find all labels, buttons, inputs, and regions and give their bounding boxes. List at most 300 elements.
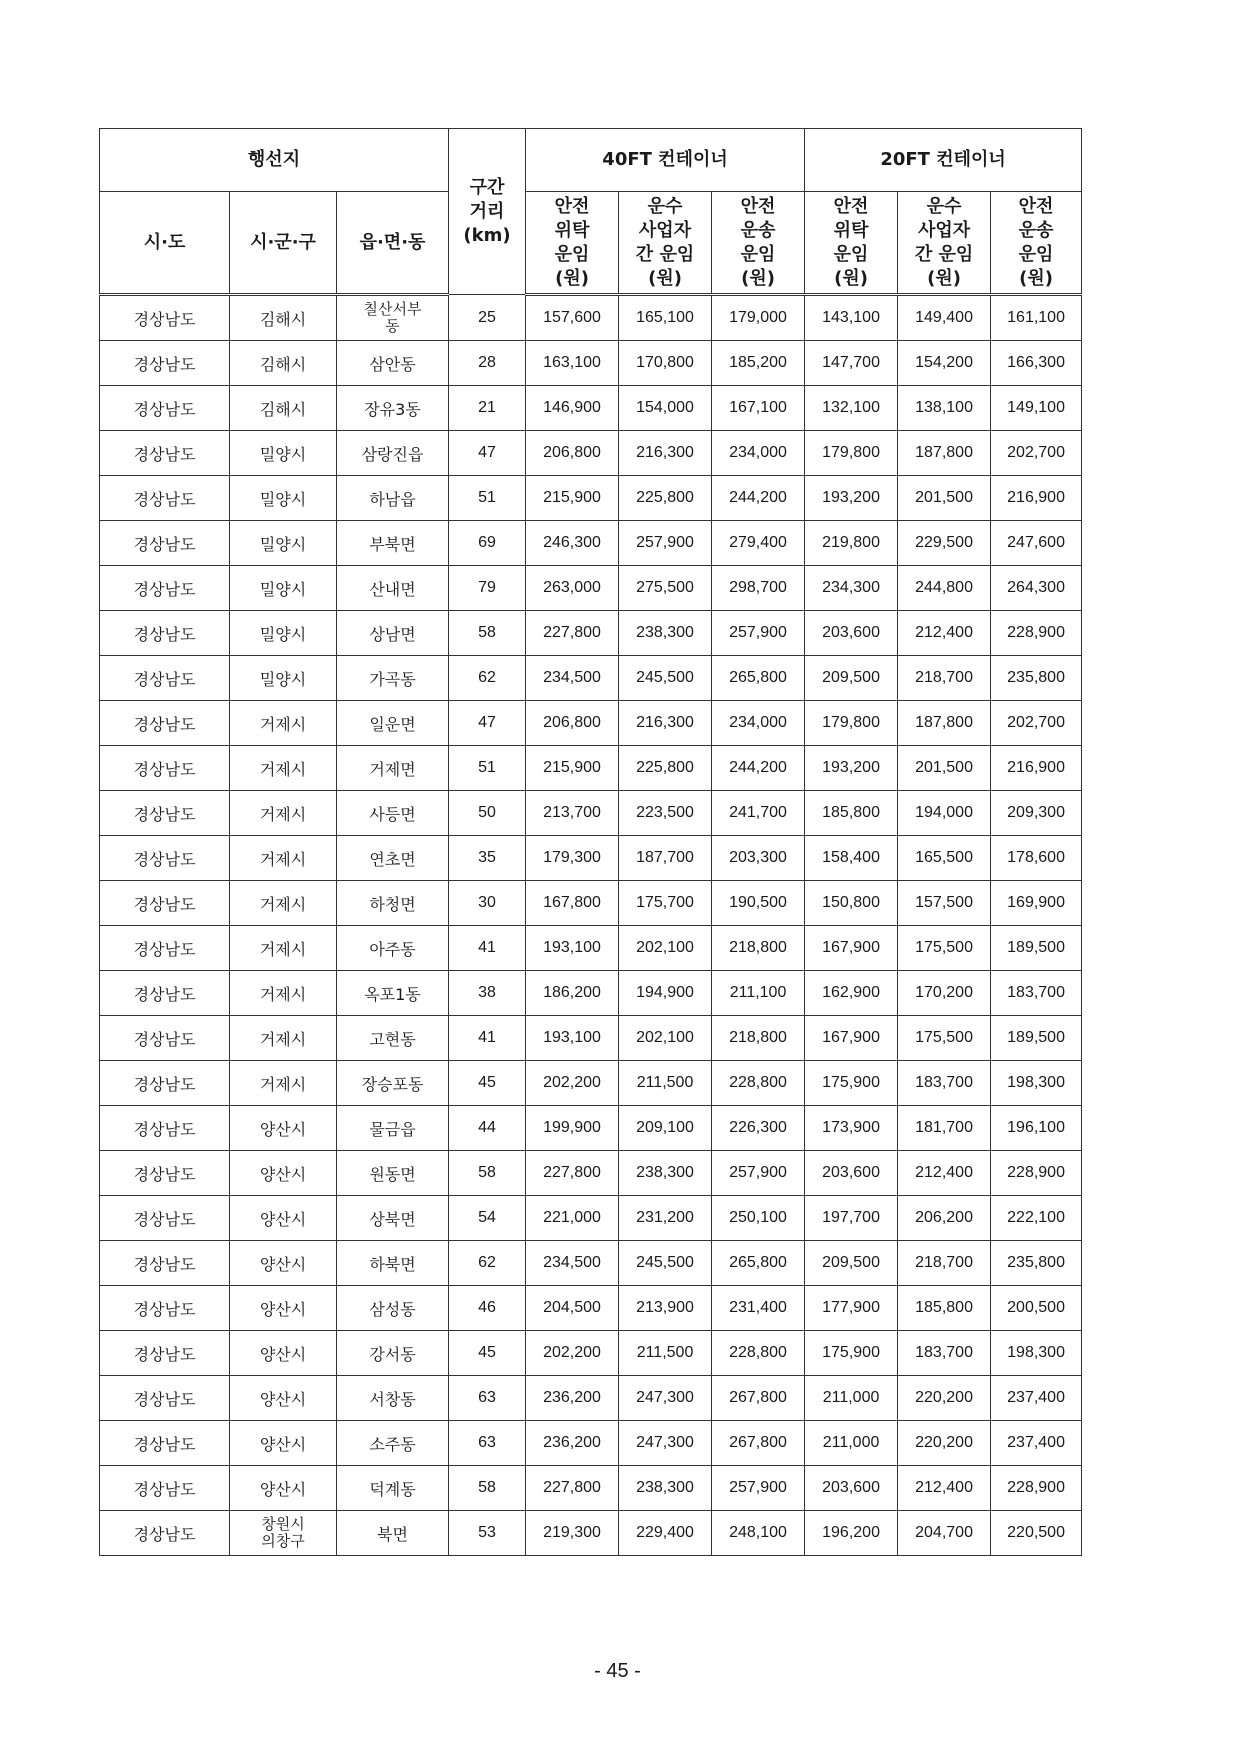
province-cell: 경상남도 <box>100 1286 230 1331</box>
city-cell: 거제시 <box>230 1061 337 1106</box>
province-cell: 경상남도 <box>100 521 230 566</box>
table-row <box>100 656 1082 701</box>
c20-safe-consign-cell: 209,500 <box>805 1241 898 1286</box>
distance-cell: 63 <box>449 1376 526 1421</box>
table-row <box>100 1151 1082 1196</box>
c20-safe-consign-cell: 197,700 <box>805 1196 898 1241</box>
c20-safe-consign-cell: 179,800 <box>805 701 898 746</box>
city-header: 시·군·구 <box>230 192 337 295</box>
c40-safe-consign-cell: 234,500 <box>526 1241 619 1286</box>
c20-safe-transport-cell: 228,900 <box>991 611 1082 656</box>
city-cell: 거제시 <box>230 1016 337 1061</box>
c20-safe-transport-cell: 228,900 <box>991 1151 1082 1196</box>
c20-safe-transport-cell: 202,700 <box>991 701 1082 746</box>
table-row <box>100 836 1082 881</box>
table-row <box>100 521 1082 566</box>
city-cell: 거제시 <box>230 701 337 746</box>
c20-safe-transport-cell: 235,800 <box>991 656 1082 701</box>
table-row <box>100 1061 1082 1106</box>
table-row <box>100 746 1082 791</box>
distance-cell: 30 <box>449 881 526 926</box>
table-row <box>100 431 1082 476</box>
c20-inter-business-cell: 220,200 <box>898 1376 991 1421</box>
c20-safe-transport-cell: 166,300 <box>991 341 1082 386</box>
c40-safe-consign-cell: 206,800 <box>526 701 619 746</box>
table-row <box>100 1466 1082 1511</box>
city-cell: 거제시 <box>230 746 337 791</box>
c20-safe-consign-cell: 147,700 <box>805 341 898 386</box>
c20-inter-business-cell: 165,500 <box>898 836 991 881</box>
province-cell: 경상남도 <box>100 1061 230 1106</box>
c20-safe-transport-cell: 228,900 <box>991 1466 1082 1511</box>
city-cell: 거제시 <box>230 836 337 881</box>
c20-safe-consign-cell: 167,900 <box>805 1016 898 1061</box>
table-row <box>100 566 1082 611</box>
c20-safe-consign-cell: 203,600 <box>805 611 898 656</box>
province-cell: 경상남도 <box>100 971 230 1016</box>
distance-cell: 58 <box>449 611 526 656</box>
province-cell: 경상남도 <box>100 926 230 971</box>
province-cell: 경상남도 <box>100 1376 230 1421</box>
province-cell: 경상남도 <box>100 1106 230 1151</box>
c40-safe-transport-cell: 279,400 <box>712 521 805 566</box>
c40-safe-consign-cell: 163,100 <box>526 341 619 386</box>
province-cell: 경상남도 <box>100 386 230 431</box>
c20-safe-consign-cell: 143,100 <box>805 295 898 341</box>
town-header: 읍·면·동 <box>337 192 449 295</box>
c20-inter-business-cell: 212,400 <box>898 1466 991 1511</box>
city-cell: 거제시 <box>230 791 337 836</box>
province-cell: 경상남도 <box>100 1196 230 1241</box>
c20-inter-business-cell: 175,500 <box>898 926 991 971</box>
province-cell: 경상남도 <box>100 656 230 701</box>
distance-cell: 41 <box>449 1016 526 1061</box>
table-row <box>100 1241 1082 1286</box>
province-cell: 경상남도 <box>100 1511 230 1556</box>
town-cell: 서창동 <box>337 1376 449 1421</box>
c40-safe-transport-cell: 231,400 <box>712 1286 805 1331</box>
city-cell: 거제시 <box>230 926 337 971</box>
town-cell: 삼성동 <box>337 1286 449 1331</box>
c40-inter-business-cell: 216,300 <box>619 431 712 476</box>
c40-safe-consign-cell: 193,100 <box>526 926 619 971</box>
c20-safe-consign-cell: 185,800 <box>805 791 898 836</box>
distance-cell: 58 <box>449 1466 526 1511</box>
province-cell: 경상남도 <box>100 476 230 521</box>
c40-safe-consign-cell: 219,300 <box>526 1511 619 1556</box>
c40-inter-business-cell: 247,300 <box>619 1421 712 1466</box>
table-row <box>100 1286 1082 1331</box>
province-cell: 경상남도 <box>100 1421 230 1466</box>
c40-safe-transport-cell: 228,800 <box>712 1061 805 1106</box>
c40-inter-business-cell: 154,000 <box>619 386 712 431</box>
c40-safe-transport-cell: 298,700 <box>712 566 805 611</box>
c40-inter-business-cell: 194,900 <box>619 971 712 1016</box>
c20-safe-transport-cell: 183,700 <box>991 971 1082 1016</box>
c20-safe-transport-cell: 169,900 <box>991 881 1082 926</box>
c20-safe-transport-cell: 196,100 <box>991 1106 1082 1151</box>
table-body <box>100 295 1082 1556</box>
c20-safe-consign-cell: 193,200 <box>805 476 898 521</box>
c40-safe-consign-cell: 186,200 <box>526 971 619 1016</box>
distance-cell: 45 <box>449 1331 526 1376</box>
c40-inter-business-cell: 211,500 <box>619 1331 712 1376</box>
c40-safe-consign-cell: 146,900 <box>526 386 619 431</box>
distance-cell: 58 <box>449 1151 526 1196</box>
container-40ft-header: 40FT 컨테이너 <box>526 129 805 192</box>
c20-safe-transport-cell: 200,500 <box>991 1286 1082 1331</box>
table-row <box>100 476 1082 521</box>
c20-safe-transport-cell: 247,600 <box>991 521 1082 566</box>
c40-safe-consign-cell: 179,300 <box>526 836 619 881</box>
c40-inter-business-cell: 257,900 <box>619 521 712 566</box>
table-row <box>100 1196 1082 1241</box>
c40-safe-consign-cell: 202,200 <box>526 1331 619 1376</box>
distance-cell: 35 <box>449 836 526 881</box>
c20-safe-transport-header: 안전 운송 운임 (원) <box>991 192 1082 295</box>
c40-safe-transport-cell: 190,500 <box>712 881 805 926</box>
c20-inter-business-cell: 229,500 <box>898 521 991 566</box>
c20-inter-business-cell: 181,700 <box>898 1106 991 1151</box>
city-cell: 거제시 <box>230 881 337 926</box>
c40-safe-transport-cell: 265,800 <box>712 1241 805 1286</box>
c20-inter-business-cell: 187,800 <box>898 431 991 476</box>
c20-inter-business-cell: 170,200 <box>898 971 991 1016</box>
city-cell: 밀양시 <box>230 566 337 611</box>
c40-inter-business-cell: 238,300 <box>619 1466 712 1511</box>
distance-cell: 63 <box>449 1421 526 1466</box>
c20-safe-consign-cell: 158,400 <box>805 836 898 881</box>
c40-safe-transport-cell: 257,900 <box>712 611 805 656</box>
c20-safe-transport-cell: 237,400 <box>991 1376 1082 1421</box>
province-cell: 경상남도 <box>100 1016 230 1061</box>
city-cell: 양산시 <box>230 1286 337 1331</box>
distance-cell: 25 <box>449 295 526 341</box>
c40-inter-business-cell: 238,300 <box>619 1151 712 1196</box>
town-cell: 하청면 <box>337 881 449 926</box>
c20-inter-business-cell: 149,400 <box>898 295 991 341</box>
c40-safe-consign-cell: 215,900 <box>526 476 619 521</box>
c20-safe-consign-cell: 162,900 <box>805 971 898 1016</box>
c20-safe-consign-cell: 203,600 <box>805 1466 898 1511</box>
town-cell: 삼랑진읍 <box>337 431 449 476</box>
c40-inter-business-cell: 225,800 <box>619 476 712 521</box>
province-cell: 경상남도 <box>100 611 230 656</box>
c20-inter-business-cell: 218,700 <box>898 1241 991 1286</box>
c20-safe-consign-cell: 175,900 <box>805 1331 898 1376</box>
c40-inter-business-cell: 238,300 <box>619 611 712 656</box>
c40-safe-consign-cell: 236,200 <box>526 1421 619 1466</box>
town-cell: 상북면 <box>337 1196 449 1241</box>
c40-safe-transport-cell: 267,800 <box>712 1376 805 1421</box>
distance-cell: 38 <box>449 971 526 1016</box>
c20-inter-business-cell: 204,700 <box>898 1511 991 1556</box>
table-row <box>100 881 1082 926</box>
town-cell: 삼안동 <box>337 341 449 386</box>
c20-safe-consign-cell: 167,900 <box>805 926 898 971</box>
c20-inter-business-cell: 206,200 <box>898 1196 991 1241</box>
table-row <box>100 341 1082 386</box>
c20-inter-business-cell: 218,700 <box>898 656 991 701</box>
distance-cell: 62 <box>449 656 526 701</box>
province-cell: 경상남도 <box>100 701 230 746</box>
town-cell: 상남면 <box>337 611 449 656</box>
c40-safe-transport-cell: 248,100 <box>712 1511 805 1556</box>
c20-inter-business-cell: 201,500 <box>898 746 991 791</box>
distance-cell: 45 <box>449 1061 526 1106</box>
c40-safe-transport-cell: 267,800 <box>712 1421 805 1466</box>
city-cell: 김해시 <box>230 341 337 386</box>
city-cell: 김해시 <box>230 386 337 431</box>
table-row <box>100 1331 1082 1376</box>
c20-inter-business-cell: 154,200 <box>898 341 991 386</box>
distance-cell: 47 <box>449 431 526 476</box>
c40-inter-business-cell: 202,100 <box>619 926 712 971</box>
town-cell: 원동면 <box>337 1151 449 1196</box>
c20-safe-consign-cell: 150,800 <box>805 881 898 926</box>
city-cell: 양산시 <box>230 1421 337 1466</box>
c40-safe-consign-cell: 246,300 <box>526 521 619 566</box>
c40-safe-consign-cell: 206,800 <box>526 431 619 476</box>
distance-cell: 44 <box>449 1106 526 1151</box>
table-row <box>100 386 1082 431</box>
table-row <box>100 971 1082 1016</box>
c40-inter-business-cell: 170,800 <box>619 341 712 386</box>
distance-cell: 47 <box>449 701 526 746</box>
c20-safe-transport-cell: 209,300 <box>991 791 1082 836</box>
c20-safe-consign-cell: 209,500 <box>805 656 898 701</box>
c40-safe-transport-cell: 234,000 <box>712 431 805 476</box>
province-cell: 경상남도 <box>100 431 230 476</box>
c40-safe-transport-cell: 241,700 <box>712 791 805 836</box>
province-cell: 경상남도 <box>100 295 230 341</box>
city-cell: 양산시 <box>230 1196 337 1241</box>
distance-cell: 51 <box>449 746 526 791</box>
c20-inter-business-cell: 244,800 <box>898 566 991 611</box>
province-header: 시·도 <box>100 192 230 295</box>
c40-safe-transport-cell: 234,000 <box>712 701 805 746</box>
town-cell: 거제면 <box>337 746 449 791</box>
province-cell: 경상남도 <box>100 1466 230 1511</box>
distance-cell: 53 <box>449 1511 526 1556</box>
c40-safe-consign-cell: 227,800 <box>526 1151 619 1196</box>
c40-safe-transport-cell: 167,100 <box>712 386 805 431</box>
c20-safe-transport-cell: 264,300 <box>991 566 1082 611</box>
city-cell: 밀양시 <box>230 476 337 521</box>
distance-cell: 46 <box>449 1286 526 1331</box>
c40-safe-transport-header: 안전 운송 운임 (원) <box>712 192 805 295</box>
c40-inter-business-cell: 211,500 <box>619 1061 712 1106</box>
town-cell: 강서동 <box>337 1331 449 1376</box>
province-cell: 경상남도 <box>100 1151 230 1196</box>
c20-safe-consign-cell: 219,800 <box>805 521 898 566</box>
c20-safe-transport-cell: 198,300 <box>991 1061 1082 1106</box>
c20-inter-business-cell: 157,500 <box>898 881 991 926</box>
c20-safe-consign-cell: 234,300 <box>805 566 898 611</box>
c40-inter-business-cell: 245,500 <box>619 656 712 701</box>
c40-inter-business-cell: 275,500 <box>619 566 712 611</box>
c40-safe-transport-cell: 257,900 <box>712 1151 805 1196</box>
province-cell: 경상남도 <box>100 881 230 926</box>
c40-safe-consign-cell: 221,000 <box>526 1196 619 1241</box>
town-cell: 장승포동 <box>337 1061 449 1106</box>
c40-safe-consign-cell: 215,900 <box>526 746 619 791</box>
town-cell: 덕계동 <box>337 1466 449 1511</box>
c40-safe-consign-cell: 199,900 <box>526 1106 619 1151</box>
town-cell: 하북면 <box>337 1241 449 1286</box>
table-row <box>100 1511 1082 1556</box>
c40-safe-consign-cell: 263,000 <box>526 566 619 611</box>
c40-safe-transport-cell: 244,200 <box>712 476 805 521</box>
freight-rate-table <box>99 128 1082 1556</box>
c40-inter-business-cell: 225,800 <box>619 746 712 791</box>
town-cell: 물금읍 <box>337 1106 449 1151</box>
distance-cell: 62 <box>449 1241 526 1286</box>
table-row <box>100 1421 1082 1466</box>
c20-inter-business-cell: 201,500 <box>898 476 991 521</box>
c40-safe-transport-cell: 257,900 <box>712 1466 805 1511</box>
province-cell: 경상남도 <box>100 341 230 386</box>
c40-safe-transport-cell: 250,100 <box>712 1196 805 1241</box>
c40-safe-consign-cell: 227,800 <box>526 1466 619 1511</box>
c40-safe-consign-cell: 234,500 <box>526 656 619 701</box>
c40-safe-consign-cell: 193,100 <box>526 1016 619 1061</box>
distance-cell: 69 <box>449 521 526 566</box>
city-cell: 양산시 <box>230 1376 337 1421</box>
c20-safe-transport-cell: 178,600 <box>991 836 1082 881</box>
c20-safe-transport-cell: 198,300 <box>991 1331 1082 1376</box>
container-20ft-header: 20FT 컨테이너 <box>805 129 1082 192</box>
c40-inter-business-cell: 209,100 <box>619 1106 712 1151</box>
table-row <box>100 1016 1082 1061</box>
city-cell: 창원시 의창구 <box>230 1511 337 1556</box>
c20-safe-consign-cell: 211,000 <box>805 1376 898 1421</box>
distance-header: 구간 거리 (km) <box>449 129 526 295</box>
table-row <box>100 1106 1082 1151</box>
c20-safe-consign-cell: 179,800 <box>805 431 898 476</box>
c40-inter-business-cell: 231,200 <box>619 1196 712 1241</box>
c20-safe-transport-cell: 189,500 <box>991 926 1082 971</box>
c40-safe-consign-cell: 236,200 <box>526 1376 619 1421</box>
c20-inter-business-cell: 212,400 <box>898 1151 991 1196</box>
city-cell: 양산시 <box>230 1466 337 1511</box>
city-cell: 양산시 <box>230 1106 337 1151</box>
c40-inter-business-cell: 216,300 <box>619 701 712 746</box>
table-row <box>100 1376 1082 1421</box>
city-cell: 양산시 <box>230 1151 337 1196</box>
c20-inter-business-cell: 183,700 <box>898 1331 991 1376</box>
c20-inter-business-cell: 175,500 <box>898 1016 991 1061</box>
c20-safe-consign-cell: 177,900 <box>805 1286 898 1331</box>
c20-inter-business-cell: 194,000 <box>898 791 991 836</box>
town-cell: 사등면 <box>337 791 449 836</box>
town-cell: 고현동 <box>337 1016 449 1061</box>
town-cell: 산내면 <box>337 566 449 611</box>
town-cell: 소주동 <box>337 1421 449 1466</box>
c20-inter-business-cell: 185,800 <box>898 1286 991 1331</box>
c40-safe-transport-cell: 211,100 <box>712 971 805 1016</box>
c20-safe-consign-cell: 203,600 <box>805 1151 898 1196</box>
table-row <box>100 611 1082 656</box>
c40-inter-business-cell: 223,500 <box>619 791 712 836</box>
c40-inter-business-cell: 245,500 <box>619 1241 712 1286</box>
c20-safe-transport-cell: 149,100 <box>991 386 1082 431</box>
c20-safe-transport-cell: 222,100 <box>991 1196 1082 1241</box>
distance-cell: 28 <box>449 341 526 386</box>
c20-safe-consign-cell: 193,200 <box>805 746 898 791</box>
city-cell: 밀양시 <box>230 431 337 476</box>
town-cell: 장유3동 <box>337 386 449 431</box>
page-number: - 45 - <box>594 1660 641 1682</box>
c40-inter-business-cell: 247,300 <box>619 1376 712 1421</box>
city-cell: 밀양시 <box>230 611 337 656</box>
table-row <box>100 295 1082 341</box>
c40-inter-business-cell: 213,900 <box>619 1286 712 1331</box>
c40-safe-consign-header: 안전 위탁 운임 (원) <box>526 192 619 295</box>
c20-safe-consign-cell: 173,900 <box>805 1106 898 1151</box>
c20-safe-transport-cell: 161,100 <box>991 295 1082 341</box>
distance-cell: 79 <box>449 566 526 611</box>
town-cell: 아주동 <box>337 926 449 971</box>
c40-safe-transport-cell: 185,200 <box>712 341 805 386</box>
destination-header: 행선지 <box>100 129 449 192</box>
c40-safe-transport-cell: 228,800 <box>712 1331 805 1376</box>
table-header <box>100 129 1082 295</box>
city-cell: 밀양시 <box>230 521 337 566</box>
c40-safe-consign-cell: 213,700 <box>526 791 619 836</box>
c20-safe-consign-header: 안전 위탁 운임 (원) <box>805 192 898 295</box>
c40-safe-consign-cell: 167,800 <box>526 881 619 926</box>
c20-safe-transport-cell: 216,900 <box>991 476 1082 521</box>
province-cell: 경상남도 <box>100 566 230 611</box>
c40-safe-transport-cell: 179,000 <box>712 295 805 341</box>
town-cell: 북면 <box>337 1511 449 1556</box>
distance-cell: 21 <box>449 386 526 431</box>
c20-inter-business-header: 운수 사업자 간 운임 (원) <box>898 192 991 295</box>
province-cell: 경상남도 <box>100 1241 230 1286</box>
town-cell: 부북면 <box>337 521 449 566</box>
c20-safe-transport-cell: 202,700 <box>991 431 1082 476</box>
distance-cell: 54 <box>449 1196 526 1241</box>
c20-safe-consign-cell: 175,900 <box>805 1061 898 1106</box>
town-cell: 옥포1동 <box>337 971 449 1016</box>
c20-inter-business-cell: 187,800 <box>898 701 991 746</box>
c20-inter-business-cell: 212,400 <box>898 611 991 656</box>
c40-safe-transport-cell: 218,800 <box>712 1016 805 1061</box>
c20-safe-transport-cell: 237,400 <box>991 1421 1082 1466</box>
c40-inter-business-header: 운수 사업자 간 운임 (원) <box>619 192 712 295</box>
province-cell: 경상남도 <box>100 1331 230 1376</box>
c40-inter-business-cell: 202,100 <box>619 1016 712 1061</box>
town-cell: 연초면 <box>337 836 449 881</box>
town-cell: 칠산서부 동 <box>337 295 449 341</box>
city-cell: 김해시 <box>230 295 337 341</box>
c40-inter-business-cell: 187,700 <box>619 836 712 881</box>
distance-cell: 41 <box>449 926 526 971</box>
c20-safe-consign-cell: 211,000 <box>805 1421 898 1466</box>
c20-safe-transport-cell: 220,500 <box>991 1511 1082 1556</box>
city-cell: 거제시 <box>230 971 337 1016</box>
c20-inter-business-cell: 183,700 <box>898 1061 991 1106</box>
c20-safe-consign-cell: 196,200 <box>805 1511 898 1556</box>
c20-safe-consign-cell: 132,100 <box>805 386 898 431</box>
table-row <box>100 701 1082 746</box>
c40-safe-consign-cell: 204,500 <box>526 1286 619 1331</box>
province-cell: 경상남도 <box>100 746 230 791</box>
table-row <box>100 791 1082 836</box>
c40-safe-consign-cell: 202,200 <box>526 1061 619 1106</box>
c40-inter-business-cell: 165,100 <box>619 295 712 341</box>
